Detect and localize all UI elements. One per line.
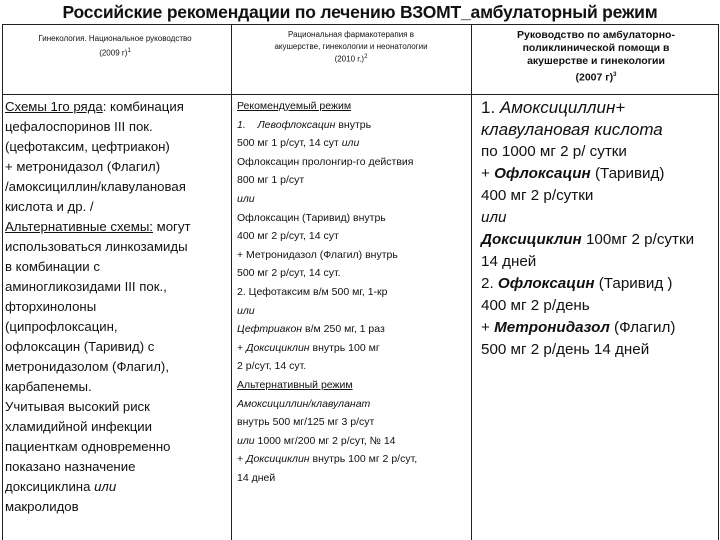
header-footnote: 1 — [127, 48, 131, 54]
text-line: 400 мг 2 р/сутки — [481, 187, 594, 204]
text-line: /амоксициллин/клавулановая — [5, 179, 186, 194]
or-word: или — [94, 479, 117, 494]
text-line — [237, 134, 469, 153]
text-line: фторхинолоны — [5, 299, 97, 314]
drug-name: Доксициклин — [246, 453, 310, 466]
header-line: акушерстве, гинекологии и неонатологии — [274, 41, 428, 51]
text-line — [5, 217, 229, 237]
page-title: Российские рекомендации по лечению ВЗОМТ_амбулаторный режим — [62, 2, 658, 22]
text: + — [237, 453, 247, 466]
drug-name: Левофлоксацин — [257, 118, 336, 131]
text: + — [481, 319, 495, 336]
column-divider-1 — [231, 24, 232, 540]
text-line: кислота и др. / — [5, 199, 94, 214]
recommended-regimen-heading: Рекомендуемый режим — [237, 100, 352, 112]
header-line — [235, 52, 467, 65]
or-word: или — [237, 192, 255, 205]
text-line: цефалоспоринов III пок. — [5, 119, 153, 134]
text-line: аминогликозидами III пок., — [5, 279, 167, 294]
header-year: (2009 г) — [99, 48, 128, 58]
drug-name: Доксициклин — [246, 341, 310, 354]
item-number: 2. — [481, 275, 498, 292]
text: доксициклина — [5, 479, 95, 494]
text: могут — [152, 219, 191, 234]
text-line: 2 р/сут, 14 сут. — [237, 360, 307, 373]
text-line: Офлоксацин (Таривид) внутрь — [237, 211, 386, 224]
drug-name: Амоксициллин+ — [499, 98, 626, 117]
text-line: 2. Цефотаксим в/м 500 мг, 1-кр — [237, 285, 388, 298]
or-word: или — [237, 304, 255, 317]
header-footnote: 3 — [613, 71, 617, 78]
header-line: поликлинической помощи в — [522, 42, 670, 55]
text-line: в комбинации с — [5, 259, 100, 274]
text-line — [481, 97, 719, 119]
text-line — [237, 432, 469, 451]
column-header-3 — [474, 26, 718, 97]
text-line — [237, 116, 469, 135]
or-word: или — [341, 137, 360, 150]
column-header-1 — [2, 26, 228, 100]
text-line: + Метронидазол (Флагил) внутрь — [237, 248, 398, 261]
text: в/м 250 мг, 1 раз — [302, 323, 385, 336]
drug-name: Амоксициллин/клавуланат — [237, 397, 371, 410]
header-line — [2, 45, 228, 60]
text-line: по 1000 мг 2 р/ сутки — [481, 143, 627, 160]
text-line — [481, 229, 719, 251]
text: (Флагил) — [609, 319, 676, 336]
drug-name: Доксициклин — [481, 231, 582, 248]
text-line — [237, 320, 469, 339]
alternative-regimen-heading: Альтернативный режим — [237, 378, 353, 391]
text: (Таривид ) — [594, 275, 673, 292]
first-line-heading: Схемы 1го ряда — [5, 99, 103, 114]
column-rational-pharmacotherapy — [237, 97, 469, 487]
item-number: 1. — [481, 98, 500, 117]
header-year: (2007 г) — [575, 71, 614, 84]
text: + — [481, 165, 495, 182]
header-line: Рациональная фармакотерапия в — [288, 30, 414, 39]
text-line — [5, 97, 229, 117]
column-national-guideline — [5, 97, 229, 517]
text-line: 400 мг 2 р/день — [481, 297, 590, 314]
text-line — [481, 163, 719, 185]
text-line: Учитывая высокий риск — [5, 399, 150, 414]
text-line: пациенткам одновременно — [5, 439, 171, 454]
column-outpatient-guideline — [481, 97, 719, 361]
header-line: Руководство по амбулаторно- — [517, 29, 675, 41]
item-number: 1. — [237, 118, 246, 131]
text-line: макролидов — [5, 499, 79, 514]
text-line: + метронидазол (Флагил) — [5, 159, 161, 174]
text: (Таривид) — [590, 165, 665, 182]
column-header-2 — [235, 26, 467, 97]
text-line: Офлоксацин пролонгир-го действия — [237, 155, 414, 168]
text-line: 800 мг 1 р/сут — [237, 174, 305, 187]
text-line: 14 дней — [237, 471, 276, 484]
text-line: (ципрофлоксацин, — [5, 319, 118, 334]
header-line — [474, 69, 718, 85]
text-line — [481, 317, 719, 339]
text-line: хламидийной инфекции — [5, 419, 153, 434]
text-line: внутрь 500 мг/125 мг 3 р/сут — [237, 416, 375, 429]
text-line: офлоксацин (Таривид) с — [5, 339, 155, 354]
text: 100мг 2 р/сутки — [581, 231, 695, 248]
text: внутрь 100 мг — [309, 341, 380, 354]
text: : комбинация — [102, 99, 184, 114]
text-line: 400 мг 2 р/сут, 14 сут — [237, 230, 339, 243]
table-top-border — [2, 24, 718, 25]
text: + — [237, 341, 247, 354]
text-line: показано назначение — [5, 459, 136, 474]
text-line: 500 мг 2 р/день 14 дней — [481, 341, 650, 358]
text: 1000 мг/200 мг 2 р/сут, № 14 — [254, 434, 396, 447]
header-line: акушерстве и гинекологии — [527, 55, 665, 68]
text-line — [481, 273, 719, 295]
text-line: 500 мг 2 р/сут, 14 сут. — [237, 267, 341, 280]
alternative-heading: Альтернативные схемы: — [5, 219, 153, 234]
drug-name: Метронидазол — [494, 319, 610, 336]
text-line — [5, 477, 229, 497]
text-line: использоваться линкозамиды — [5, 239, 188, 254]
text-line: метронидазолом (Флагил), — [5, 359, 169, 374]
text-line: 14 дней — [481, 253, 537, 270]
text-line — [237, 339, 469, 358]
header-line: Гинекология. Национальное руководство — [38, 34, 192, 43]
drug-name: Цефтриакон — [237, 323, 303, 336]
or-word: или — [237, 434, 255, 447]
header-footnote: 2 — [364, 54, 368, 60]
text-line — [237, 450, 469, 469]
drug-name: Офлоксацин — [494, 165, 591, 182]
column-divider-2 — [471, 24, 472, 540]
or-word: или — [481, 209, 507, 226]
text: внутрь — [335, 118, 372, 131]
text-line: (цефотаксим, цефтриакон) — [5, 139, 170, 154]
drug-name: Офлоксацин — [497, 275, 595, 292]
text: внутрь 100 мг 2 р/сут, — [309, 453, 418, 466]
drug-name: клавулановая кислота — [481, 120, 663, 139]
table-border-left — [2, 24, 3, 540]
header-year: (2010 г.) — [334, 54, 365, 64]
text-line: карбапенемы. — [5, 379, 92, 394]
text: 500 мг 1 р/сут, 14 сут — [237, 137, 342, 150]
